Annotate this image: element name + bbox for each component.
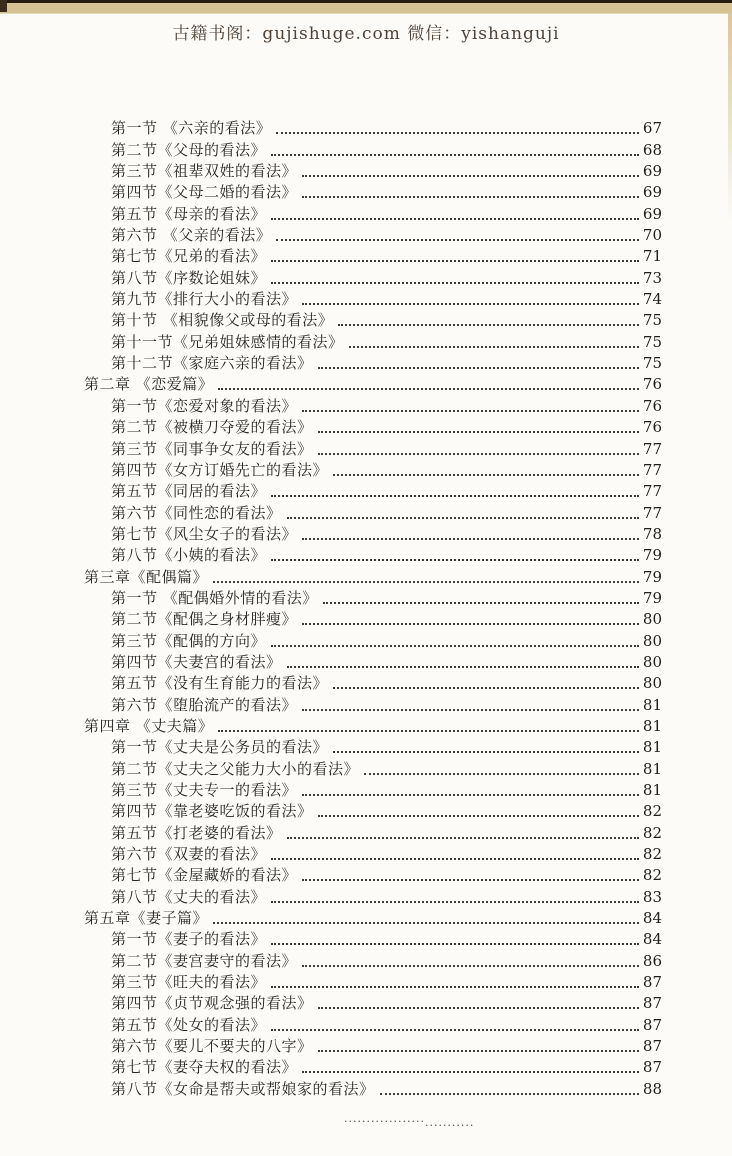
toc-section-row	[84, 587, 662, 608]
dotted-leader	[318, 431, 639, 433]
toc-entry-page-number: 74	[642, 290, 662, 309]
toc-entry-label: 第四节《夫妻宫的看法》	[111, 652, 282, 671]
toc-entry-label: 第七节《兄弟的看法》	[111, 247, 267, 266]
toc-entry-label: 第四节《女方订婚先亡的看法》	[111, 460, 329, 479]
dotted-leader	[271, 943, 639, 945]
toc-entry-page-number: 69	[642, 204, 662, 223]
toc-section-row	[84, 181, 662, 202]
toc-entry-page-number: 82	[642, 802, 662, 821]
toc-chapter-row	[84, 373, 662, 394]
toc-section-row	[84, 843, 662, 864]
dotted-leader	[318, 367, 639, 369]
toc-entry-label: 第十一节《兄弟姐妹感情的看法》	[111, 332, 344, 351]
toc-section-row	[84, 885, 662, 906]
toc-section-row	[84, 949, 662, 970]
dotted-leader	[271, 559, 639, 561]
toc-entry-label: 第二节《配偶之身材胖瘦》	[111, 610, 298, 629]
toc-section-row	[84, 309, 662, 330]
dotted-leader	[323, 602, 639, 604]
dotted-leader	[302, 175, 639, 177]
toc-section-row	[84, 224, 662, 245]
toc-entry-page-number: 76	[642, 375, 662, 394]
dotted-leader	[302, 794, 639, 796]
toc-entry-label: 第五节《没有生育能力的看法》	[111, 674, 329, 693]
toc-entry-label: 第六节《同性恋的看法》	[111, 503, 282, 522]
toc-entry-page-number: 78	[642, 524, 662, 543]
toc-entry-label: 第五节《母亲的看法》	[111, 204, 267, 223]
toc-section-row	[84, 736, 662, 757]
dotted-leader	[333, 474, 639, 476]
toc-chapter-row	[84, 565, 662, 586]
toc-entry-label: 第五章《妻子篇》	[84, 909, 209, 928]
toc-entry-page-number: 81	[642, 695, 662, 714]
toc-entry-page-number: 79	[642, 546, 662, 565]
toc-entry-page-number: 87	[642, 1015, 662, 1034]
top-left-corner-mark	[0, 0, 7, 12]
toc-section-row	[84, 501, 662, 522]
toc-entry-page-number: 70	[642, 226, 662, 245]
toc-section-row	[84, 202, 662, 223]
dotted-leader	[213, 922, 639, 924]
toc-entry-label: 第二节《丈夫之父能力大小的看法》	[111, 759, 360, 778]
toc-section-row	[84, 330, 662, 351]
dotted-leader	[271, 645, 639, 647]
toc-section-row	[84, 117, 662, 138]
toc-entry-page-number: 80	[642, 652, 662, 671]
toc-entry-page-number: 80	[642, 674, 662, 693]
toc-entry-label: 第四章 《丈夫篇》	[84, 716, 214, 735]
toc-section-row	[84, 672, 662, 693]
toc-entry-page-number: 75	[642, 311, 662, 330]
dotted-leader	[218, 388, 639, 390]
toc-section-row	[84, 245, 662, 266]
dotted-leader	[364, 773, 639, 775]
toc-entry-label: 第十二节《家庭六亲的看法》	[111, 354, 313, 373]
toc-entry-label: 第三节《旺夫的看法》	[111, 973, 267, 992]
toc-entry-label: 第六节 《父亲的看法》	[111, 226, 272, 245]
toc-section-row	[84, 394, 662, 415]
toc-section-row	[84, 459, 662, 480]
toc-entry-label: 第一节《妻子的看法》	[111, 930, 267, 949]
footer-dots-segment-1: ..................	[344, 1112, 425, 1125]
toc-entry-label: 第三节《丈夫专一的看法》	[111, 781, 298, 799]
toc-entry-page-number: 69	[642, 162, 662, 181]
site-header-text: 古籍书阁：gujishuge.com 微信：yishanguji	[172, 24, 560, 44]
dotted-leader	[276, 239, 639, 241]
toc-entry-page-number: 73	[642, 268, 662, 287]
toc-entry-page-number: 83	[642, 887, 662, 906]
toc-entry-label: 第五节《打老婆的看法》	[111, 823, 282, 842]
toc-section-row	[84, 992, 662, 1013]
dotted-leader	[349, 346, 639, 348]
toc-entry-label: 第二节《父母的看法》	[111, 140, 267, 159]
toc-entry-label: 第一节 《六亲的看法》	[111, 119, 272, 138]
toc-entry-label: 第六节《双妻的看法》	[111, 845, 267, 864]
dotted-leader	[302, 1071, 639, 1073]
toc-entry-page-number: 88	[642, 1079, 662, 1098]
dotted-leader	[302, 965, 639, 967]
dotted-leader	[302, 538, 639, 540]
toc-entry-page-number: 84	[642, 909, 662, 928]
dotted-leader	[213, 581, 639, 583]
toc-section-row	[84, 288, 662, 309]
toc-entry-label: 第一节 《配偶婚外情的看法》	[111, 588, 318, 607]
dotted-leader	[271, 260, 639, 262]
table-of-contents	[84, 117, 662, 1099]
toc-entry-label: 第二节《被横刀夺爱的看法》	[111, 418, 313, 437]
toc-entry-page-number: 87	[642, 973, 662, 992]
toc-entry-page-number: 84	[642, 930, 662, 949]
dotted-leader	[302, 879, 639, 881]
toc-entry-label: 第八节《序数论姐妹》	[111, 268, 267, 287]
dotted-leader	[318, 1050, 639, 1052]
toc-entry-page-number: 82	[642, 823, 662, 842]
toc-section-row	[84, 416, 662, 437]
toc-entry-page-number: 71	[642, 247, 662, 266]
toc-entry-page-number: 82	[642, 866, 662, 885]
dotted-leader	[271, 154, 639, 156]
toc-entry-label: 第八节《女命是帮夫或帮娘家的看法》	[111, 1079, 375, 1098]
dotted-leader	[333, 687, 639, 689]
toc-section-row	[84, 864, 662, 885]
toc-entry-label: 第二节《妻宫妻守的看法》	[111, 951, 298, 970]
toc-chapter-row	[84, 907, 662, 928]
toc-section-row	[84, 480, 662, 501]
toc-entry-page-number: 69	[642, 183, 662, 202]
toc-section-row	[84, 1056, 662, 1077]
toc-entry-page-number: 87	[642, 1037, 662, 1056]
dotted-leader	[302, 303, 639, 305]
right-scan-edge	[728, 13, 732, 223]
dotted-leader	[218, 730, 639, 732]
toc-entry-label: 第一节《恋爱对象的看法》	[111, 396, 298, 415]
toc-entry-page-number: 77	[642, 482, 662, 501]
toc-entry-label: 第三节《配偶的方向》	[111, 631, 267, 650]
toc-entry-page-number: 79	[642, 567, 662, 586]
toc-entry-page-number: 77	[642, 460, 662, 479]
toc-entry-page-number: 87	[642, 1058, 662, 1077]
dotted-leader	[287, 517, 639, 519]
toc-entry-label: 第二章 《恋爱篇》	[84, 375, 214, 394]
dotted-leader	[271, 1029, 639, 1031]
toc-section-row	[84, 1013, 662, 1034]
dotted-leader	[271, 901, 639, 903]
toc-entry-label: 第一节《丈夫是公务员的看法》	[111, 738, 329, 757]
toc-entry-label: 第四节《父母二婚的看法》	[111, 183, 298, 202]
toc-entry-label: 第四节《贞节观念强的看法》	[111, 994, 313, 1013]
toc-entry-page-number: 86	[642, 951, 662, 970]
toc-entry-page-number: 81	[642, 781, 662, 799]
toc-entry-label: 第三节《祖辈双姓的看法》	[111, 162, 298, 181]
toc-section-row	[84, 160, 662, 181]
toc-section-row	[84, 138, 662, 159]
dotted-leader	[318, 815, 639, 817]
toc-entry-label: 第九节《排行大小的看法》	[111, 290, 298, 309]
toc-entry-label: 第三节《同事争女友的看法》	[111, 439, 313, 458]
toc-section-row	[84, 437, 662, 458]
toc-section-row	[84, 352, 662, 373]
toc-section-row	[84, 523, 662, 544]
toc-entry-label: 第五节《处女的看法》	[111, 1015, 267, 1034]
toc-section-row	[84, 608, 662, 629]
toc-entry-page-number: 76	[642, 396, 662, 415]
toc-section-row	[84, 821, 662, 842]
toc-entry-label: 第八节《小姨的看法》	[111, 546, 267, 565]
footer-dots	[344, 1112, 475, 1129]
dotted-leader	[302, 410, 639, 412]
toc-section-row	[84, 757, 662, 778]
dotted-leader	[380, 1093, 639, 1095]
toc-entry-page-number: 76	[642, 418, 662, 437]
footer-dots-segment-2: ...........	[424, 1116, 475, 1129]
toc-entry-page-number: 79	[642, 588, 662, 607]
dotted-leader	[271, 218, 639, 220]
toc-section-row	[84, 1035, 662, 1056]
toc-section-row	[84, 928, 662, 949]
toc-section-row	[84, 544, 662, 565]
dotted-leader	[287, 666, 639, 668]
dotted-leader	[287, 837, 639, 839]
toc-entry-label: 第四节《靠老婆吃饭的看法》	[111, 802, 313, 821]
dotted-leader	[318, 1007, 639, 1009]
dotted-leader	[271, 282, 639, 284]
toc-entry-page-number: 68	[642, 140, 662, 159]
toc-entry-label: 第七节《风尘女子的看法》	[111, 524, 298, 543]
toc-section-row	[84, 1077, 662, 1098]
toc-entry-page-number: 81	[642, 738, 662, 757]
toc-entry-page-number: 67	[642, 119, 662, 138]
toc-entry-label: 第八节《丈夫的看法》	[111, 887, 267, 906]
toc-entry-label: 第六节《堕胎流产的看法》	[111, 695, 298, 714]
toc-entry-page-number: 80	[642, 610, 662, 629]
dotted-leader	[271, 495, 639, 497]
dotted-leader	[276, 132, 639, 134]
toc-section-row	[84, 629, 662, 650]
toc-section-row	[84, 971, 662, 992]
dotted-leader	[333, 751, 639, 753]
toc-entry-label: 第六节《要儿不要夫的八字》	[111, 1037, 313, 1056]
toc-entry-page-number: 81	[642, 759, 662, 778]
toc-entry-page-number: 75	[642, 354, 662, 373]
site-header	[0, 19, 732, 44]
toc-entry-label: 第十节 《相貌像父或母的看法》	[111, 311, 334, 330]
toc-entry-page-number: 77	[642, 503, 662, 522]
toc-entry-label: 第七节《金屋藏娇的看法》	[111, 866, 298, 885]
dotted-leader	[302, 196, 639, 198]
dotted-leader	[318, 453, 639, 455]
toc-section-row	[84, 266, 662, 287]
toc-entry-label: 第七节《妻夺夫权的看法》	[111, 1058, 298, 1077]
toc-entry-page-number: 77	[642, 439, 662, 458]
toc-entry-page-number: 80	[642, 631, 662, 650]
toc-section-row	[84, 693, 662, 714]
top-border-tan	[0, 3, 732, 14]
dotted-leader	[271, 858, 639, 860]
toc-entry-page-number: 82	[642, 845, 662, 864]
dotted-leader	[302, 623, 639, 625]
dotted-leader	[271, 986, 639, 988]
dotted-leader	[302, 709, 639, 711]
toc-entry-label: 第五节《同居的看法》	[111, 482, 267, 501]
toc-entry-label: 第三章《配偶篇》	[84, 567, 209, 586]
toc-section-row	[84, 651, 662, 672]
dotted-leader	[338, 324, 639, 326]
toc-chapter-row	[84, 715, 662, 736]
toc-section-row	[84, 779, 662, 800]
toc-entry-page-number: 81	[642, 716, 662, 735]
toc-section-row	[84, 800, 662, 821]
toc-entry-page-number: 75	[642, 332, 662, 351]
toc-entry-page-number: 87	[642, 994, 662, 1013]
